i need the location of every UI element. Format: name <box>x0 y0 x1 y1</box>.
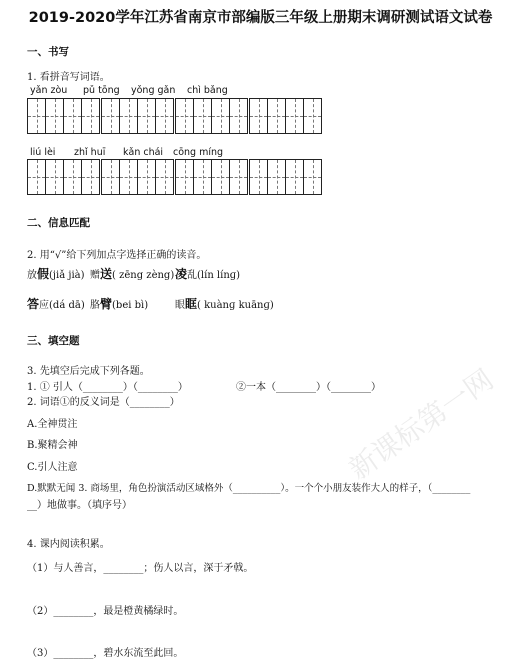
writing-grid-4[interactable] <box>249 98 322 134</box>
recitation-line-1: （1）与人善言，________；伤人以言，深于矛戟。 <box>27 563 254 574</box>
writing-grid-7[interactable] <box>175 159 248 195</box>
writing-grid-5[interactable] <box>27 159 100 195</box>
writing-grid-3[interactable] <box>175 98 248 134</box>
question-3-line-1: 1. ① 引人（________）（________） <box>27 382 188 393</box>
question-1-prompt: 1. 看拼音写词语。 <box>27 72 110 83</box>
recitation-line-2: （2）________，最是橙黄橘绿时。 <box>27 606 184 617</box>
pinyin-7: kǎn chái <box>123 147 164 158</box>
page-title: 2019-2020学年江苏省南京市部编版三年级上册期末调研测试语文试卷 <box>28 10 493 26</box>
word-option-3: 凌乱(lín línɡ) <box>175 267 241 281</box>
word-option-4: 答应(dá dā) <box>27 297 85 311</box>
question-2-prompt: 2. 用“√”给下列加点字选择正确的读音。 <box>27 250 207 261</box>
word-option-2: 赠送( zēng zèng) <box>90 267 175 281</box>
word-option-6: 眼眶( kuànɡ kuānɡ) <box>175 297 274 311</box>
word-option-1: 放假(jiǎ jià) <box>27 267 85 281</box>
question-3-prompt: 3. 先填空后完成下列各题。 <box>27 366 150 377</box>
question-3-line-2: 2. 词语①的反义词是（________） <box>27 397 180 408</box>
pinyin-3: yǒng gǎn <box>131 85 176 96</box>
option-d: D.默默无闻 3. 商场里，角色扮演活动区域格外（__________）。一个个小朋友装作大人的样子，（________ <box>27 483 471 494</box>
option-d-continued: __）地做事。（填序号） <box>27 500 132 511</box>
recitation-line-3: （3）________，碧水东流至此回。 <box>27 648 184 659</box>
section-heading-fill-blank: 三、填空题 <box>27 335 80 347</box>
section-heading-writing: 一、书写 <box>27 46 69 58</box>
question-3-line-1b: ②一本（________）（________） <box>236 382 381 393</box>
option-c: C.引人注意 <box>27 462 78 473</box>
writing-grid-2[interactable] <box>101 98 174 134</box>
pinyin-6: zhǐ huī <box>74 147 106 158</box>
writing-grid-1[interactable] <box>27 98 100 134</box>
pinyin-1: yǎn zòu <box>30 85 68 96</box>
pinyin-2: pǔ tōng <box>83 85 120 96</box>
watermark: 新课标第一网 <box>342 362 500 487</box>
pinyin-8: cōng míng <box>173 147 224 158</box>
question-4-prompt: 4. 课内阅读积累。 <box>27 539 110 550</box>
writing-grid-6[interactable] <box>101 159 174 195</box>
pinyin-4: chì bǎng <box>187 85 228 96</box>
pinyin-5: liú lèi <box>30 147 56 158</box>
option-a: A.全神贯注 <box>27 419 78 430</box>
writing-grid-8[interactable] <box>249 159 322 195</box>
section-heading-matching: 二、信息匹配 <box>27 217 90 229</box>
option-b: B.聚精会神 <box>27 440 78 451</box>
word-option-5: 胳臂(bei bì) <box>90 297 149 311</box>
